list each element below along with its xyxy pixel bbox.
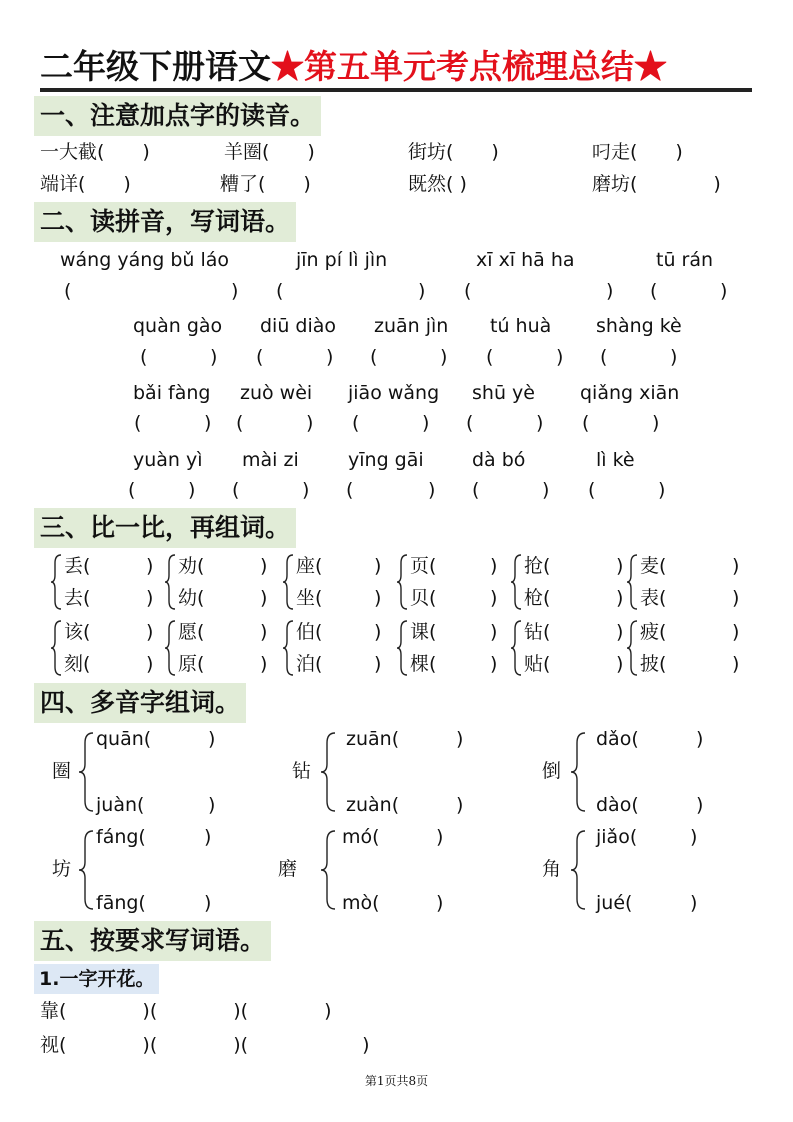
blank-close: ) <box>652 412 660 434</box>
blank-close: ) <box>428 479 436 501</box>
blank-close: ) <box>490 653 498 675</box>
brace-icon <box>282 619 294 677</box>
pinyin-word: shàng kè <box>596 315 682 337</box>
answer-blank[interactable]: ( <box>466 412 474 434</box>
blank-close: ) <box>670 346 678 368</box>
brace-icon <box>78 828 94 912</box>
blank-close: ) <box>204 826 212 848</box>
blank-close: ) <box>490 621 498 643</box>
word-expand-line[interactable]: 靠( )( )( ) <box>40 1000 332 1022</box>
blank-close: ) <box>732 653 740 675</box>
s1-item: 一大截( ) <box>40 141 150 163</box>
s1-item: 叼走( ) <box>592 141 683 163</box>
blank-close: ) <box>146 587 154 609</box>
brace-icon <box>164 553 176 611</box>
s1-item: 端详( ) <box>40 173 131 195</box>
answer-blank[interactable]: ( <box>588 479 596 501</box>
blank-close: ) <box>146 555 154 577</box>
compare-char[interactable]: 幼( <box>178 587 205 609</box>
pinyin-word: zuò wèi <box>240 382 313 404</box>
blank-close: ) <box>260 621 268 643</box>
blank-close: ) <box>696 728 704 750</box>
blank-close: ) <box>188 479 196 501</box>
pinyin-word: yīng gāi <box>348 449 424 471</box>
compare-char[interactable]: 丢( <box>64 555 91 577</box>
polyphone-char: 磨 <box>278 858 298 880</box>
polyphone-char: 圈 <box>52 760 72 782</box>
pinyin-word: zuān jìn <box>374 315 449 337</box>
blank-close: ) <box>204 412 212 434</box>
brace-icon <box>396 553 408 611</box>
section-4-heading: 四、多音字组词。 <box>34 683 246 723</box>
pinyin-word: dà bó <box>472 449 526 471</box>
compare-char[interactable]: 枪( <box>524 587 551 609</box>
polyphone-char: 倒 <box>542 760 562 782</box>
brace-icon <box>320 828 336 912</box>
pinyin-word: lì kè <box>596 449 635 471</box>
brace-icon <box>282 553 294 611</box>
title-unit: ★第五单元考点梳理总结★ <box>271 47 667 86</box>
polyphone-reading[interactable]: fáng( <box>96 826 146 848</box>
blank-close: ) <box>490 587 498 609</box>
pinyin-word: yuàn yì <box>133 449 203 471</box>
blank-close: ) <box>616 653 624 675</box>
blank-close: ) <box>490 555 498 577</box>
answer-blank[interactable]: ( <box>276 280 284 302</box>
compare-char[interactable]: 棵( <box>410 653 437 675</box>
polyphone-reading[interactable]: zuàn( <box>346 794 400 816</box>
blank-close: ) <box>732 587 740 609</box>
compare-char[interactable]: 疲( <box>640 621 667 643</box>
brace-icon <box>570 730 586 814</box>
blank-close: ) <box>326 346 334 368</box>
answer-blank[interactable]: ( <box>128 479 136 501</box>
blank-close: ) <box>720 280 728 302</box>
pinyin-word: jiāo wǎng <box>348 382 440 404</box>
pinyin-word: quàn gào <box>133 315 223 337</box>
answer-blank[interactable]: ( <box>236 412 244 434</box>
polyphone-reading[interactable]: jiǎo( <box>596 826 638 848</box>
pinyin-word: tú huà <box>490 315 552 337</box>
blank-close: ) <box>616 587 624 609</box>
compare-char[interactable]: 伯( <box>296 621 323 643</box>
compare-char[interactable]: 坐( <box>296 587 323 609</box>
blank-close: ) <box>456 794 464 816</box>
blank-close: ) <box>260 555 268 577</box>
s1-item: 既然( ) <box>408 173 467 195</box>
answer-blank[interactable]: ( <box>650 280 658 302</box>
polyphone-reading[interactable]: zuān( <box>346 728 400 750</box>
blank-close: ) <box>374 621 382 643</box>
blank-close: ) <box>658 479 666 501</box>
blank-close: ) <box>696 794 704 816</box>
answer-blank[interactable]: ( <box>370 346 378 368</box>
pinyin-word: mài zi <box>242 449 299 471</box>
brace-icon <box>396 619 408 677</box>
blank-close: ) <box>436 826 444 848</box>
polyphone-reading[interactable]: juàn( <box>96 794 145 816</box>
polyphone-reading[interactable]: jué( <box>596 892 633 914</box>
polyphone-reading[interactable]: quān( <box>96 728 152 750</box>
compare-char[interactable]: 该( <box>64 621 91 643</box>
compare-char[interactable]: 去( <box>64 587 91 609</box>
compare-char[interactable]: 刻( <box>64 653 91 675</box>
brace-icon <box>626 553 638 611</box>
pinyin-word: tū rán <box>656 249 714 271</box>
answer-blank[interactable]: ( <box>582 412 590 434</box>
s1-item: 糟了( ) <box>220 173 311 195</box>
brace-icon <box>570 828 586 912</box>
compare-char[interactable]: 抢( <box>524 555 551 577</box>
answer-blank[interactable]: ( <box>140 346 148 368</box>
answer-blank[interactable]: ( <box>472 479 480 501</box>
compare-char[interactable]: 贴( <box>524 653 551 675</box>
blank-close: ) <box>204 892 212 914</box>
brace-icon <box>320 730 336 814</box>
blank-close: ) <box>606 280 614 302</box>
section-3-heading: 三、比一比，再组词。 <box>34 508 296 548</box>
polyphone-char: 角 <box>542 858 562 880</box>
blank-close: ) <box>690 892 698 914</box>
blank-close: ) <box>542 479 550 501</box>
answer-blank[interactable]: ( <box>486 346 494 368</box>
compare-char[interactable]: 钻( <box>524 621 551 643</box>
brace-icon <box>78 730 94 814</box>
blank-close: ) <box>440 346 448 368</box>
pinyin-word: xī xī hā ha <box>476 249 575 271</box>
section-5-heading: 五、按要求写词语。 <box>34 921 271 961</box>
compare-char[interactable]: 页( <box>410 555 437 577</box>
blank-close: ) <box>146 621 154 643</box>
compare-char[interactable]: 课( <box>410 621 437 643</box>
answer-blank[interactable]: ( <box>256 346 264 368</box>
section-1-heading: 一、注意加点字的读音。 <box>34 96 321 136</box>
compare-char[interactable]: 劝( <box>178 555 205 577</box>
blank-close: ) <box>260 653 268 675</box>
s1-item: 街坊( ) <box>408 141 499 163</box>
brace-icon <box>50 553 62 611</box>
pinyin-word: shū yè <box>472 382 535 404</box>
answer-blank[interactable]: ( <box>134 412 142 434</box>
word-expand-line[interactable]: 视( )( )( ) <box>40 1034 370 1056</box>
brace-icon <box>510 553 522 611</box>
blank-close: ) <box>536 412 544 434</box>
brace-icon <box>50 619 62 677</box>
compare-char[interactable]: 贝( <box>410 587 437 609</box>
polyphone-reading[interactable]: dǎo( <box>596 728 639 750</box>
title-main: 二年级下册语文 <box>40 47 271 86</box>
blank-close: ) <box>231 280 239 302</box>
answer-blank[interactable]: ( <box>600 346 608 368</box>
pinyin-word: bǎi fàng <box>133 382 211 404</box>
page-footer: 第1页共8页 <box>364 1074 429 1088</box>
blank-close: ) <box>690 826 698 848</box>
blank-close: ) <box>732 555 740 577</box>
blank-close: ) <box>210 346 218 368</box>
compare-char[interactable]: 原( <box>178 653 205 675</box>
blank-close: ) <box>260 587 268 609</box>
answer-blank[interactable]: ( <box>232 479 240 501</box>
pinyin-word: jīn pí lì jìn <box>296 249 388 271</box>
pinyin-word: diū diào <box>260 315 337 337</box>
polyphone-char: 钻 <box>292 760 312 782</box>
polyphone-reading[interactable]: dào( <box>596 794 639 816</box>
blank-close: ) <box>616 621 624 643</box>
blank-close: ) <box>422 412 430 434</box>
compare-char[interactable]: 披( <box>640 653 667 675</box>
answer-blank[interactable]: ( <box>64 280 72 302</box>
compare-char[interactable]: 表( <box>640 587 667 609</box>
s1-item: 磨坊( ) <box>592 173 721 195</box>
blank-close: ) <box>556 346 564 368</box>
blank-close: ) <box>374 587 382 609</box>
brace-icon <box>626 619 638 677</box>
polyphone-reading[interactable]: fāng( <box>96 892 146 914</box>
s1-item: 羊圈( ) <box>224 141 315 163</box>
blank-close: ) <box>374 653 382 675</box>
subsection-title: 1.一字开花。 <box>34 964 159 994</box>
compare-char[interactable]: 愿( <box>178 621 205 643</box>
brace-icon <box>510 619 522 677</box>
blank-close: ) <box>436 892 444 914</box>
answer-blank[interactable]: ( <box>464 280 472 302</box>
blank-close: ) <box>456 728 464 750</box>
blank-close: ) <box>208 794 216 816</box>
page-title <box>40 46 752 92</box>
blank-close: ) <box>208 728 216 750</box>
answer-blank[interactable]: ( <box>352 412 360 434</box>
section-2-heading: 二、读拼音，写词语。 <box>34 202 296 242</box>
pinyin-word: wáng yáng bǔ láo <box>60 249 230 271</box>
answer-blank[interactable]: ( <box>346 479 354 501</box>
blank-close: ) <box>732 621 740 643</box>
compare-char[interactable]: 座( <box>296 555 323 577</box>
compare-char[interactable]: 麦( <box>640 555 667 577</box>
blank-close: ) <box>418 280 426 302</box>
polyphone-reading[interactable]: mó( <box>342 826 380 848</box>
brace-icon <box>164 619 176 677</box>
blank-close: ) <box>616 555 624 577</box>
pinyin-word: qiǎng xiān <box>580 382 680 404</box>
blank-close: ) <box>146 653 154 675</box>
blank-close: ) <box>374 555 382 577</box>
compare-char[interactable]: 泊( <box>296 653 323 675</box>
blank-close: ) <box>302 479 310 501</box>
polyphone-char: 坊 <box>52 858 72 880</box>
blank-close: ) <box>306 412 314 434</box>
polyphone-reading[interactable]: mò( <box>342 892 380 914</box>
